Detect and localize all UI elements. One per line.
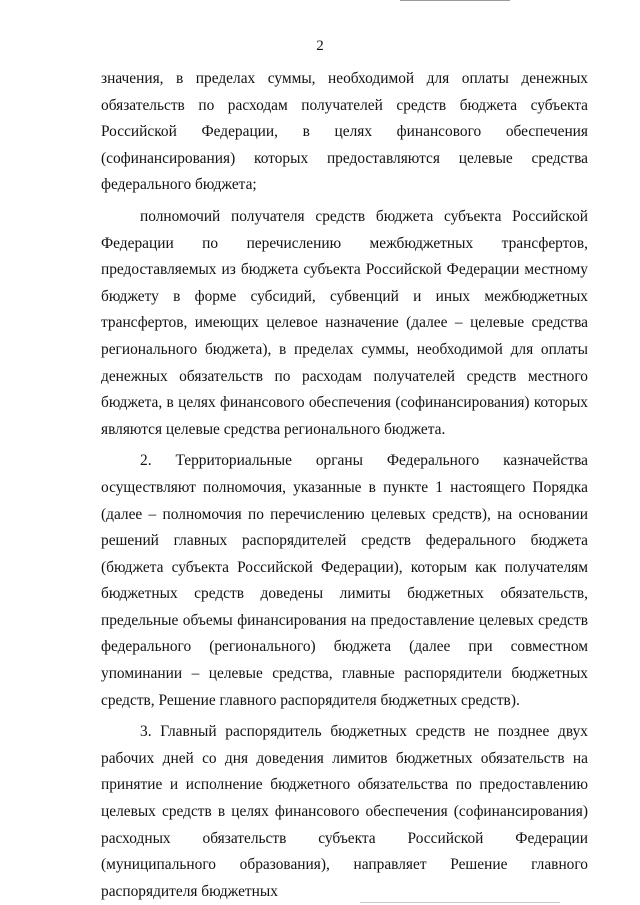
page-number: 2 [316,38,324,54]
top-scan-line [400,0,510,1]
paragraph-item-3: 3. Главный распорядитель бюджетных средств не позднее двух рабочих дней со дня доведения лимитов бюджетных обязательств на принятие и исполнение бюджетного обязательства по предоставлению целевых средств в целях финансового обеспечения (софинансирования) расходных обязательств субъекта Российской Федерации (муниципального образования), направляет Решение главного распорядителя бюджетных [101,723,588,900]
paragraph-continuation: значения, в пределах суммы, необходимой для оплаты денежных обязательств по расходам получателей средств бюджета субъекта Российской Федерации, в целях финансового обеспечения (софинансирования) которых предоставляются целевые средства федерального бюджета; [101,70,588,194]
bottom-scan-line [360,902,560,903]
paragraph-item-2: 2. Территориальные органы Федерального казначейства осуществляют полномочия, указанные в пункте 1 настоящего Порядка (далее – полномочия по перечислению целевых средств), на основании решений главных распорядителей средств федерального бюджета (бюджета субъекта Российской Федерации), которым как получателям бюджетных средств доведены лимиты бюджетных обязательств, предельные объемы финансирования на предоставление целевых средств федерального (регионального) бюджета (далее при совместном упоминании – целевые средства, главные распорядители бюджетных средств, Решение главного распорядителя бюджетных средств). [101,452,588,709]
paragraph-regional-powers: полномочий получателя средств бюджета субъекта Российской Федерации по перечислению межбюджетных трансфертов, предоставляемых из бюджета субъекта Российской Федерации местному бюджету в форме субсидий, субвенций и иных межбюджетных трансфертов, имеющих целевое назначение (далее – целевые средства регионального бюджета), в пределах суммы, необходимой для оплаты денежных обязательств по расходам получателей средств местного бюджета, в целях финансового обеспечения (софинансирования) которых являются целевые средства регионального бюджета. [101,207,588,438]
document-body [101,66,588,905]
